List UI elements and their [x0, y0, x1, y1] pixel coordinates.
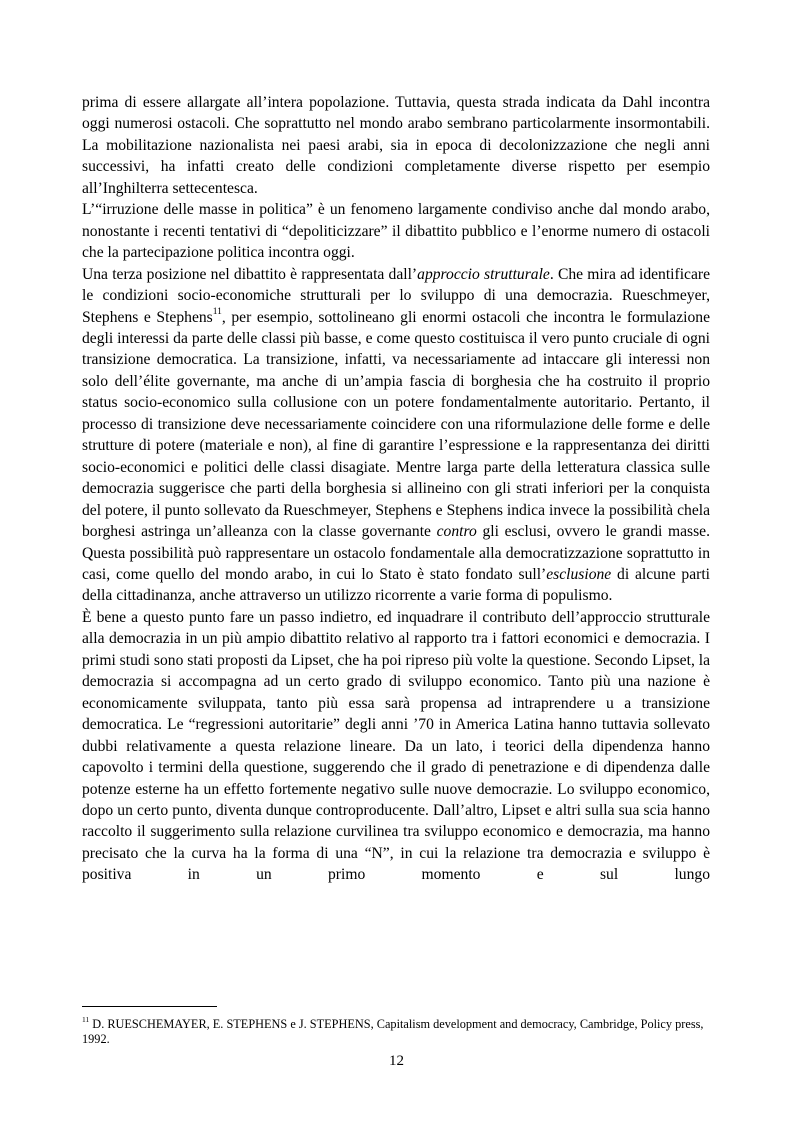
page-number: 12 [389, 1053, 404, 1069]
emphasis-esclusione: esclusione [546, 565, 612, 583]
paragraph-3-part-a: Una terza posizione nel dibattito è rappresentata dall’ [82, 265, 418, 283]
footnote-text: D. RUESCHEMAYER, E. STEPHENS e J. STEPHENS, Capitalism development and democracy, Cambridge, Policy press, 1992. [82, 1017, 704, 1046]
paragraph-4: È bene a questo punto fare un passo indietro, ed inquadrare il contributo dell’approccio strutturale alla democrazia in un più ampio dibattito relativo al rapporto tra i fattori economici e democrazia. I primi studi sono stati proposti da Lipset, che ha poi ripreso più volte la questione. Secondo Lipset, la democrazia si accompagna ad un certo grado di sviluppo economico. Tanto più una nazione è economicamente sviluppata, tanto più essa sarà propensa ad intraprendere u a transizione democratica. Le “regressioni autoritarie” degli anni ’70 in America Latina hanno tuttavia sollevato dubbi relativamente a questa relazione lineare. Da un lato, i teorici della dipendenza hanno capovolto i termini della questione, suggerendo che il grado di penetrazione e di dipendenza dalle potenze esterne ha un effetto fortemente negativo sulle nuove democrazie. Lo sviluppo economico, dopo un certo punto, diventa dunque controproducente. Dall’altro, Lipset e altri sulla sua scia hanno raccolto il suggerimento sulla relazione curvilinea tra sviluppo economico e democrazia, ma hanno precisato che la curva ha la forma di una “N”, in cui la relazione tra democrazia e sviluppo è positiva in un primo momento e sul lungo [82, 608, 710, 884]
paragraph-3-part-e: di alcune parti della cittadinanza, anche attraverso un utilizzo ricorrente a varie forma di populismo. [82, 565, 711, 605]
emphasis-contro: contro [436, 523, 477, 541]
paragraph-1: prima di essere allargate all’intera popolazione. Tuttavia, questa strada indicata da Dahl incontra oggi numerosi ostacoli. Che soprattutto nel mondo arabo sembrano particolarmente insormontabili. La mobilitazione nazionalista nei paesi arabi, sia in epoca di decolonizzazione che negli anni successivi, ha infatti creato delle condizioni completamente diverse rispetto per esempio all’Inghilterra settecentesca. [82, 94, 710, 197]
page-body [82, 92, 710, 886]
paragraph-3-part-d: gli esclusi, ovvero le grandi masse. Questa possibilità può rappresentare un ostacolo fondamentale alla democratizzazione soprattutto in casi, come quello del mondo arabo, in cui lo Stato è stato fondato sull’ [82, 523, 711, 583]
paragraph-3-part-b: . Che mira ad identificare le condizioni socio-economiche strutturali per lo sviluppo di una democrazia. Rueschmeyer, Stephens e Stephens [82, 265, 710, 326]
paragraph-3 [82, 264, 710, 607]
emphasis-approccio-strutturale: approccio strutturale [417, 265, 550, 283]
footnote-number: 11 [82, 1014, 90, 1024]
footnote-reference[interactable]: 11 [212, 307, 222, 318]
paragraph-2: L’“irruzione delle masse in politica” è un fenomeno largamente condiviso anche dal mondo arabo, nonostante i recenti tentativi di “depoliticizzare” il dibattito pubblico e l’enorme numero di ostacoli che la partecipazione politica incontra oggi. [82, 201, 710, 262]
main-text [82, 92, 710, 886]
footnote-separator [82, 1006, 217, 1007]
footnote [82, 1014, 710, 1047]
paragraph-3-part-c: , per esempio, sottolineano gli enormi ostacoli che incontra le formulazione degli interessi da parte delle classi più basse, e come questo costituisca il vero punto cruciale di ogni transizione democratica. La transizione, infatti, va necessariamente ad intaccare gli interessi non solo dell’élite governante, ma anche di un’ampia fascia di borghesia che ha costruito il proprio status socio-economico sulla collusione con un potere fondamentalmente autoritario. Pertanto, il processo di transizione deve necessariamente coincidere con una riformulazione delle forme e delle strutture di potere (materiale e non), al fine di garantire l’espressione e la rappresentanza dei diritti socio-economici e politici delle classi disagiate. Mentre larga parte della letteratura classica sulle democrazia suggerisce che parti della borghesia si allineino con gli strati inferiori per la conquista del potere, il punto sollevato da Rueschmeyer, Stephens e Stephens indica invece la possibilità chela borghesi astringa un’alleanza con la classe governante [82, 308, 710, 541]
